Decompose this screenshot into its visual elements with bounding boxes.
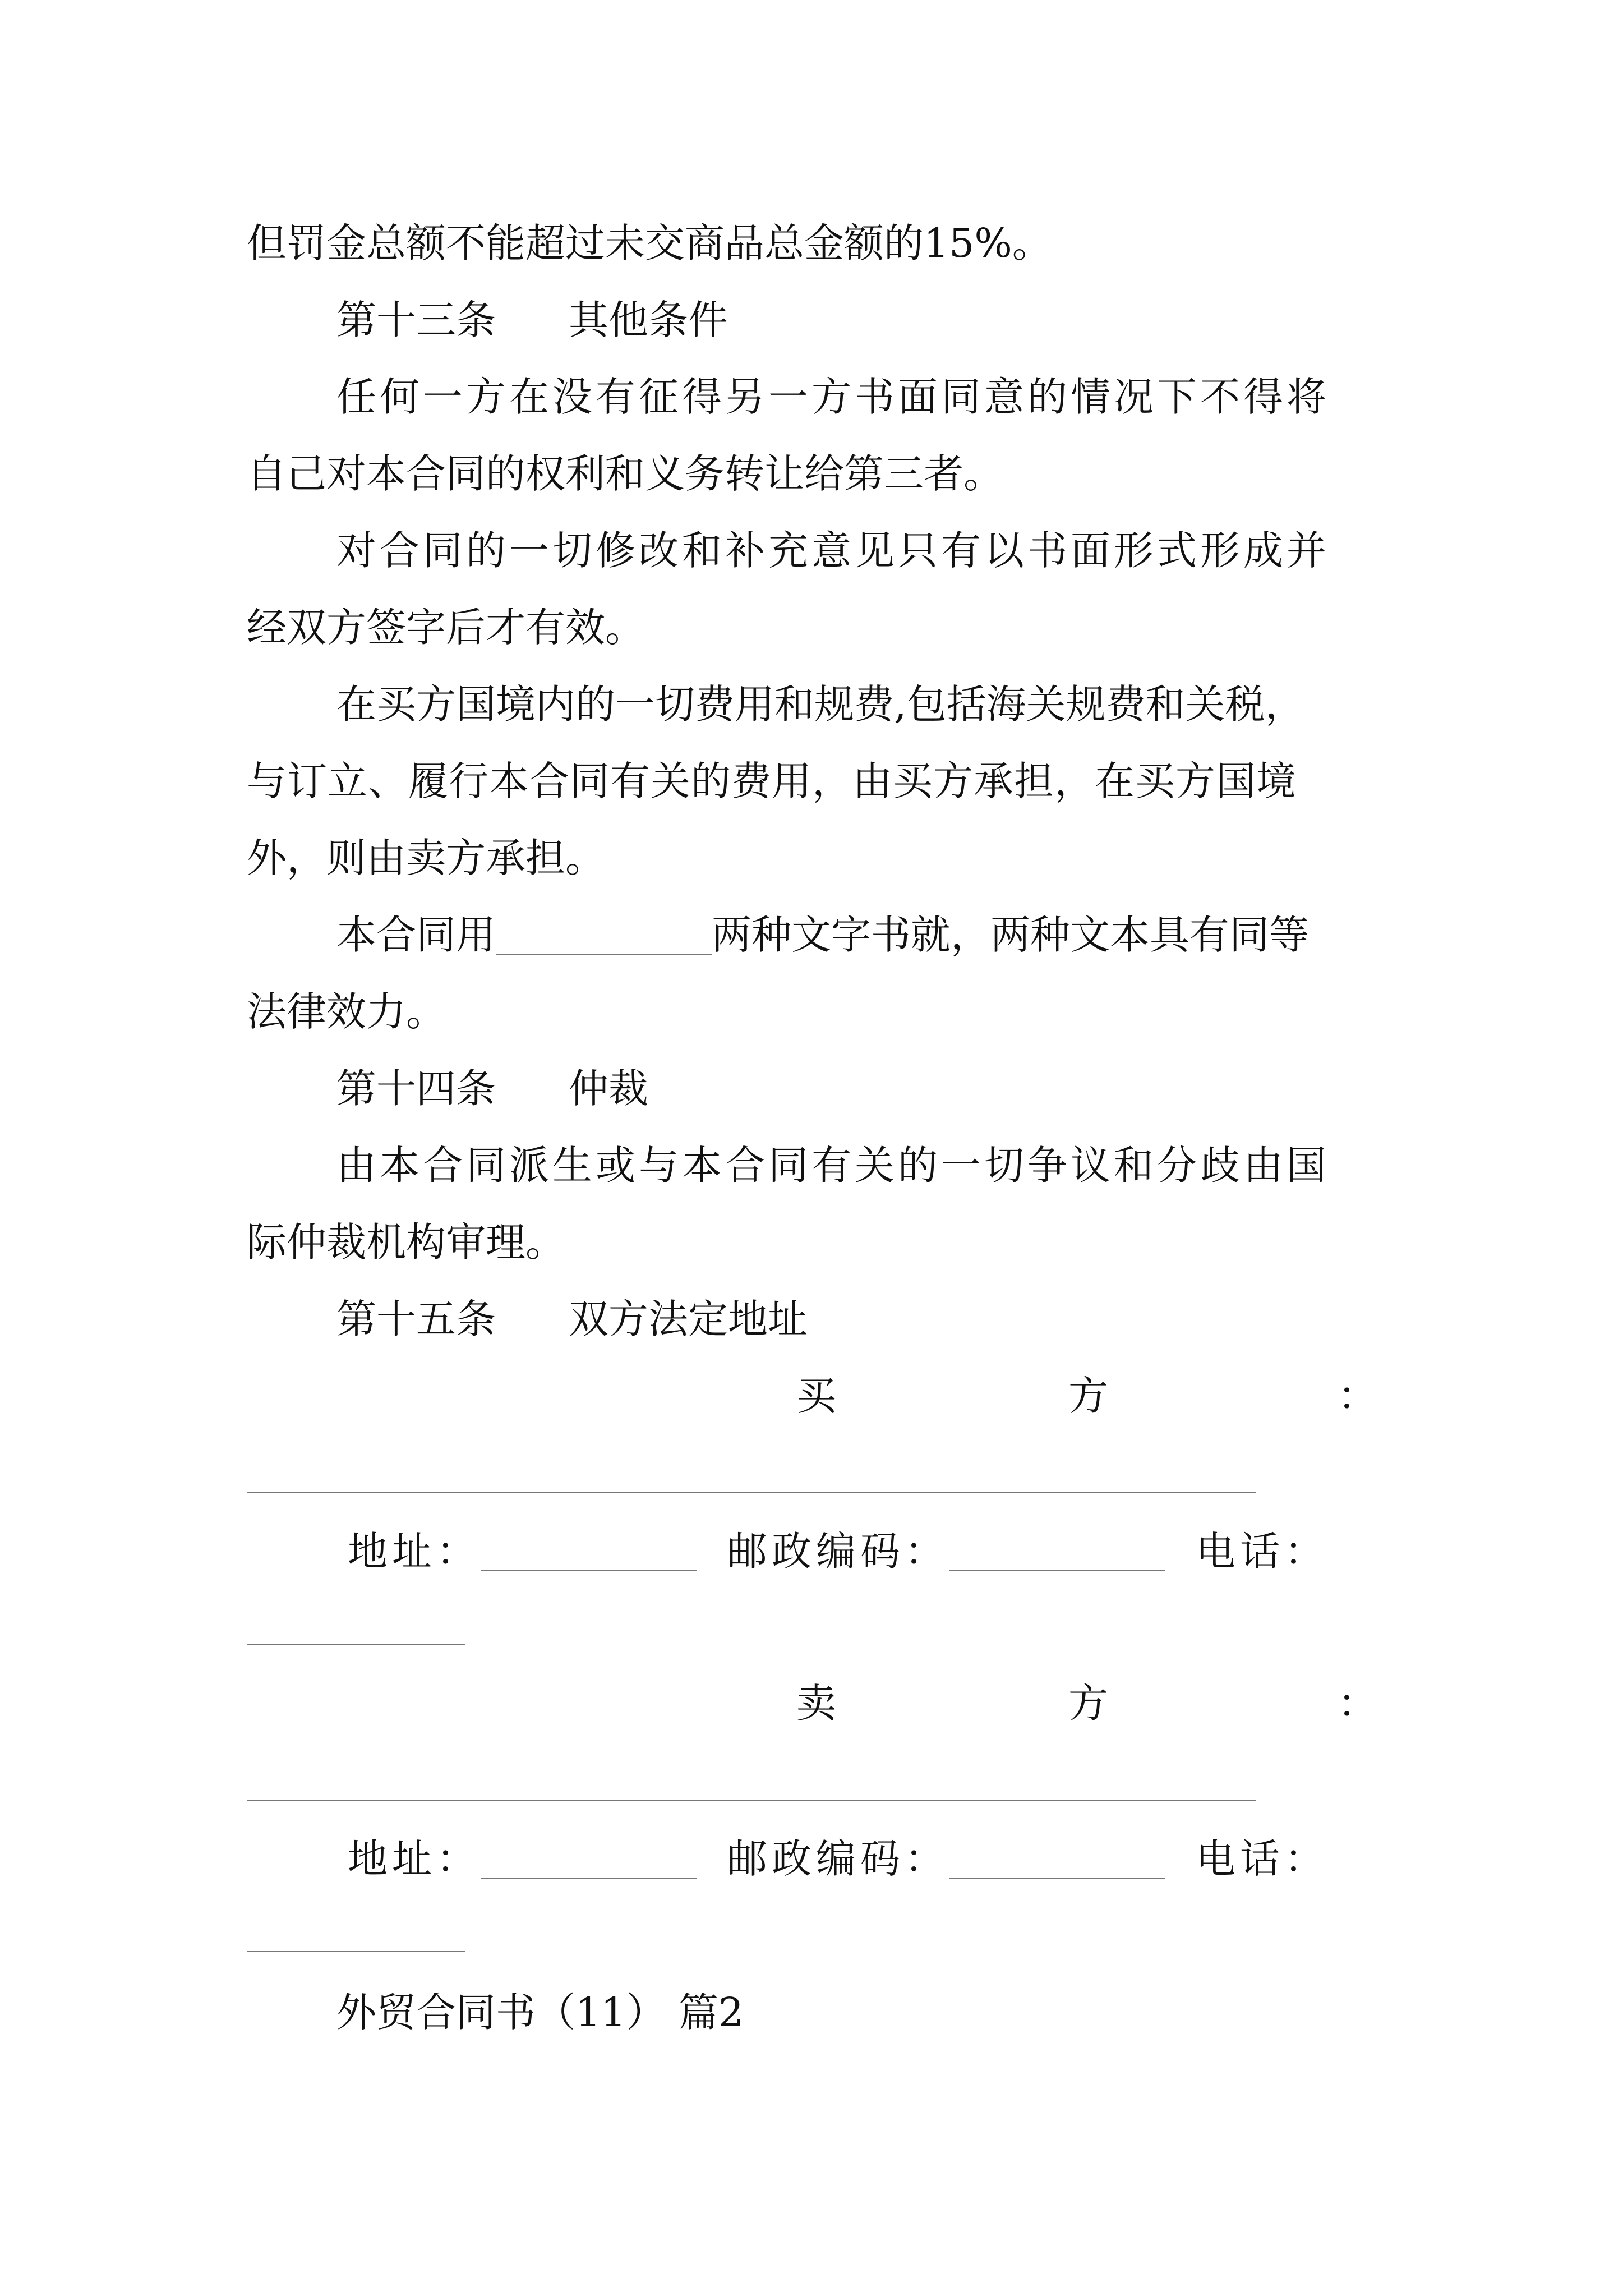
paragraph-arbitration-line1: 由本合同派生或与本合同有关的一切争议和分歧由国 — [336, 1142, 1330, 1189]
buyer-postcode-blank — [949, 1536, 1165, 1571]
buyer-label-char1: 买 — [796, 1373, 837, 1419]
article-14-heading — [336, 1065, 649, 1112]
seller-label-char2: 方 — [1068, 1680, 1109, 1727]
paragraph-assignment-line2: 自己对本合同的权利和义务转让给第三者。 — [247, 450, 1004, 497]
paragraph-arbitration-line2: 际仲裁机构审理。 — [247, 1219, 566, 1266]
paragraph-languages-line1 — [336, 912, 1310, 958]
article-15-title: 双方法定地址 — [569, 1296, 808, 1342]
buyer-address-blank — [481, 1536, 697, 1571]
article-14-title: 仲裁 — [569, 1065, 649, 1112]
buyer-name-line — [247, 1492, 1256, 1493]
paragraph-fees-line1: 在买方国境内的一切费用和规费,包括海关规费和关税， — [336, 681, 1305, 728]
buyer-address-row — [348, 1528, 1329, 1575]
buyer-postcode-label: 邮政编码： — [727, 1528, 949, 1575]
buyer-phone-line — [247, 1644, 465, 1645]
seller-phone-label: 电话： — [1196, 1835, 1329, 1882]
seller-address-row — [348, 1835, 1329, 1882]
seller-address-blank — [481, 1844, 697, 1879]
paragraph-languages-line2: 法律效力。 — [247, 988, 446, 1035]
paragraph-assignment-text1: 任何一方在没有征得另一方书面同意的情况下不得将 — [336, 374, 1330, 420]
seller-address-label: 地址： — [348, 1835, 481, 1882]
article-14-number: 第十四条 — [336, 1065, 496, 1112]
article-15-heading — [336, 1296, 808, 1342]
article-13-heading — [336, 297, 728, 343]
seller-postcode-label: 邮政编码： — [727, 1835, 949, 1882]
buyer-phone-label: 电话： — [1196, 1528, 1329, 1575]
paragraph-amendments-line1: 对合同的一切修改和补充意见只有以书面形式形成并 — [336, 527, 1330, 574]
seller-colon: ： — [1338, 1680, 1378, 1727]
seller-label-char1: 卖 — [796, 1680, 837, 1727]
buyer-colon: ： — [1338, 1373, 1378, 1419]
paragraph-penalty-cap: 但罚金总额不能超过未交商品总金额的15%。 — [247, 220, 1052, 266]
article-15-number: 第十五条 — [336, 1296, 496, 1342]
seller-postcode-blank — [949, 1844, 1165, 1879]
languages-text-after: 两种文字书就，两种文本具有同等 — [712, 912, 1310, 958]
seller-name-line — [247, 1800, 1256, 1801]
article-13-number: 第十三条 — [336, 297, 496, 343]
paragraph-amendments-line2: 经双方签字后才有效。 — [247, 604, 645, 651]
paragraph-fees-line2: 与订立、履行本合同有关的费用，由买方承担，在买方国境 — [247, 758, 1297, 804]
buyer-label-char2: 方 — [1068, 1373, 1109, 1419]
article-13-title: 其他条件 — [569, 297, 728, 343]
languages-text-before: 本合同用 — [336, 912, 496, 958]
languages-blank — [496, 920, 712, 955]
paragraph-assignment-line1 — [336, 374, 1380, 420]
next-contract-title: 外贸合同书（11） 篇2 — [336, 1989, 744, 2036]
seller-phone-line — [247, 1951, 465, 1952]
buyer-address-label: 地址： — [348, 1528, 481, 1575]
paragraph-fees-line3: 外，则由卖方承担。 — [247, 835, 606, 881]
